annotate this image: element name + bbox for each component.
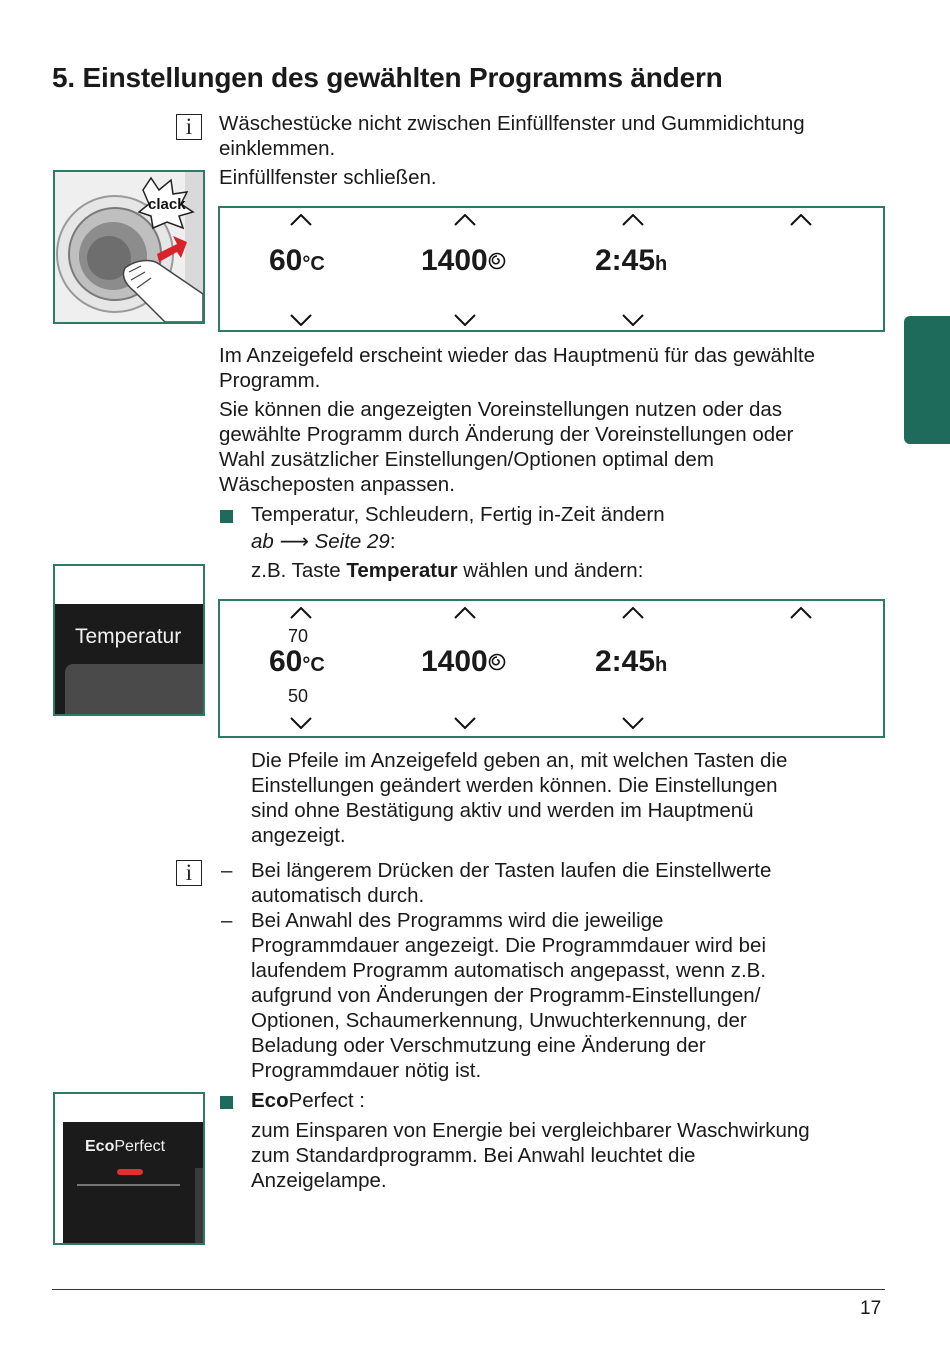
note-dash: –	[221, 859, 233, 882]
note2-line-5: Optionen, Schaumerkennung, Unwuchterkennung, der	[251, 1009, 747, 1032]
intro-line-1: Wäschestücke nicht zwischen Einfüllfenster und Gummidichtung	[219, 112, 805, 135]
door-closing-illustration	[53, 170, 205, 324]
bullet1-line-1: Temperatur, Schleudern, Fertig in-Zeit ändern	[251, 503, 665, 526]
control-panel-image	[55, 566, 203, 714]
clack-label: clack	[148, 196, 186, 213]
para1-line-1: Im Anzeigefeld erscheint wieder das Hauptmenü für das gewählte	[219, 344, 815, 367]
display-panel-temperature	[218, 599, 885, 738]
ecoperfect-title: EcoPerfect :	[251, 1089, 365, 1112]
temp-down-arrow-icon[interactable]	[290, 717, 312, 729]
bullet1-example: z.B. Taste Temperatur wählen und ändern:	[251, 559, 644, 582]
spin-down-arrow-icon[interactable]	[454, 717, 476, 729]
para2-line-3: Wahl zusätzlicher Einstellungen/Optionen optimal dem	[219, 448, 714, 471]
section-heading: 5. Einstellungen des gewählten Programms ändern	[52, 62, 723, 93]
chapter-tab	[904, 316, 950, 444]
temperature-value: 60°C	[269, 244, 325, 277]
spin-value: 1400	[421, 645, 506, 679]
note2-line-7: Programmdauer nötig ist.	[251, 1059, 482, 1082]
para3-line-4: angezeigt.	[251, 824, 346, 847]
temp-up-arrow-icon[interactable]	[290, 607, 312, 619]
bullet-square	[220, 1096, 233, 1109]
time-down-arrow-icon[interactable]	[622, 717, 644, 729]
note-dash: –	[221, 909, 233, 932]
washing-machine-door-icon	[55, 172, 203, 322]
time-value: 2:45h	[595, 244, 668, 277]
info-icon: i	[176, 860, 202, 886]
time-up-arrow-icon[interactable]	[622, 607, 644, 619]
para2-line-4: Wäscheposten anpassen.	[219, 473, 455, 496]
ecoperfect-label: EcoPerfect	[85, 1138, 166, 1155]
note2-line-3: laufendem Programm automatisch angepasst, wenn z.B.	[251, 959, 767, 982]
bullet2-line-3: Anzeigelampe.	[251, 1169, 387, 1192]
spin-value: 1400	[421, 244, 506, 278]
ecoperfect-panel-image	[55, 1094, 203, 1243]
page-number: 17	[860, 1298, 882, 1319]
note1-line-2: automatisch durch.	[251, 884, 425, 907]
note2-line-4: aufgrund von Änderungen der Programm-Einstellungen/	[251, 984, 761, 1007]
footer-divider	[52, 1289, 885, 1290]
spin-down-arrow-icon[interactable]	[454, 314, 476, 326]
indicator-lamp-icon	[117, 1169, 143, 1175]
bullet2-line-2: zum Standardprogramm. Bei Anwahl leuchtet die	[251, 1144, 696, 1167]
bullet-square	[220, 510, 233, 523]
note2-line-6: Beladung oder Verschmutzung eine Änderung der	[251, 1034, 706, 1057]
note1-line-1: Bei längerem Drücken der Tasten laufen die Einstellwerte	[251, 859, 772, 882]
spin-up-arrow-icon[interactable]	[454, 607, 476, 619]
spin-icon	[488, 252, 506, 270]
temp-up-arrow-icon[interactable]	[290, 214, 312, 226]
bullet2-line-1: zum Einsparen von Energie bei vergleichbarer Waschwirkung	[251, 1119, 810, 1142]
temperatur-label: Temperatur	[75, 625, 182, 648]
intro-line-3: Einfüllfenster schließen.	[219, 166, 437, 189]
option-up-arrow-icon[interactable]	[790, 214, 812, 226]
para2-line-1: Sie können die angezeigten Voreinstellungen nutzen oder das	[219, 398, 783, 421]
temperature-button-illustration	[53, 564, 205, 716]
time-up-arrow-icon[interactable]	[622, 214, 644, 226]
spin-up-arrow-icon[interactable]	[454, 214, 476, 226]
page-reference: ab ⟶ Seite 29:	[251, 530, 396, 553]
temp-next-value: 70	[288, 626, 309, 646]
para3-line-1: Die Pfeile im Anzeigefeld geben an, mit welchen Tasten die	[251, 749, 788, 772]
time-value: 2:45h	[595, 645, 668, 678]
temperature-value: 60°C	[269, 645, 325, 678]
ecoperfect-button-illustration	[53, 1092, 205, 1245]
spin-icon	[488, 653, 506, 671]
para3-line-2: Einstellungen geändert werden können. Die Einstellungen	[251, 774, 778, 797]
info-icon: i	[176, 114, 202, 140]
temp-down-arrow-icon[interactable]	[290, 314, 312, 326]
note2-line-2: Programmdauer angezeigt. Die Programmdauer wird bei	[251, 934, 767, 957]
note2-line-1: Bei Anwahl des Programms wird die jeweilige	[251, 909, 664, 932]
para2-line-2: gewählte Programm durch Änderung der Voreinstellungen oder	[219, 423, 794, 446]
intro-line-2: einklemmen.	[219, 137, 336, 160]
display-panel-main	[218, 206, 885, 332]
time-down-arrow-icon[interactable]	[622, 314, 644, 326]
option-up-arrow-icon[interactable]	[790, 607, 812, 619]
para1-line-2: Programm.	[219, 369, 321, 392]
temp-prev-value: 50	[288, 686, 309, 706]
para3-line-3: sind ohne Bestätigung aktiv und werden im Hauptmenü	[251, 799, 754, 822]
